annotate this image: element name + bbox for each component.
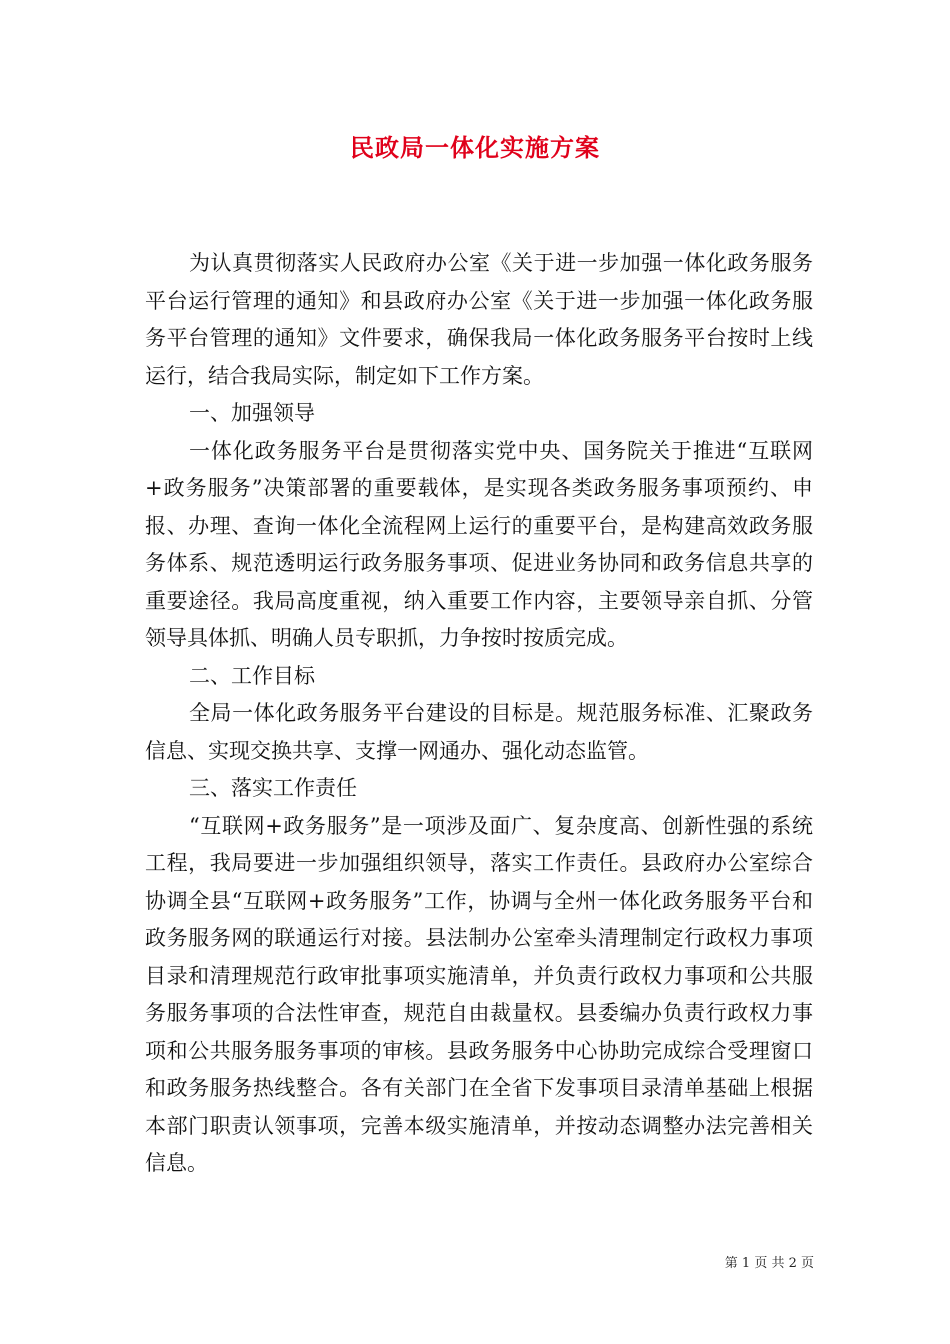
intro-paragraph: 为认真贯彻落实人民政府办公室《关于进一步加强一体化政务服务平台运行管理的通知》和县政府办公室《关于进一步加强一体化政务服务平台管理的通知》文件要求，确保我局一体化政务服务平台按时上线运行，结合我局实际，制定如下工作方案。 bbox=[145, 251, 813, 388]
section-heading-3: 三、落实工作责任 bbox=[189, 776, 357, 800]
page-number-footer: 第 1 页 共 2 页 bbox=[724, 1256, 814, 1271]
section-1-paragraph: 一体化政务服务平台是贯彻落实党中央、国务院关于推进“互联网+政务服务”决策部署的重要载体，是实现各类政务服务事项预约、申报、办理、查询一体化全流程网上运行的重要平台，是构建高效政务服务体系、规范透明运行政务服务事项、促进业务协同和政务信息共享的重要途径。我局高度重视，纳入重要工作内容，主要领导亲自抓、分管领导具体抓、明确人员专职抓，力争按时按质完成。 bbox=[145, 438, 813, 650]
document-title: 民政局一体化实施方案 bbox=[350, 133, 600, 162]
section-3-paragraph: “互联网+政务服务”是一项涉及面广、复杂度高、创新性强的系统工程，我局要进一步加强组织领导，落实工作责任。县政府办公室综合协调全县“互联网+政务服务”工作，协调与全州一体化政务服务平台和政务服务网的联通运行对接。县法制办公室牵头清理制定行政权力事项目录和清理规范行政审批事项实施清单，并负责行政权力事项和公共服务服务事项的合法性审查，规范自由裁量权。县委编办负责行政权力事项和公共服务服务事项的审核。县政务服务中心协助完成综合受理窗口和政务服务热线整合。各有关部门在全省下发事项目录清单基础上根据本部门职责认领事项，完善本级实施清单，并按动态调整办法完善相关信息。 bbox=[145, 813, 813, 1175]
section-heading-1: 一、加强领导 bbox=[189, 401, 315, 425]
section-2-paragraph: 全局一体化政务服务平台建设的目标是。规范服务标准、汇聚政务信息、实现交换共享、支撑一网通办、强化动态监管。 bbox=[145, 701, 813, 763]
section-heading-2: 二、工作目标 bbox=[189, 663, 315, 688]
document-body bbox=[145, 245, 813, 1183]
